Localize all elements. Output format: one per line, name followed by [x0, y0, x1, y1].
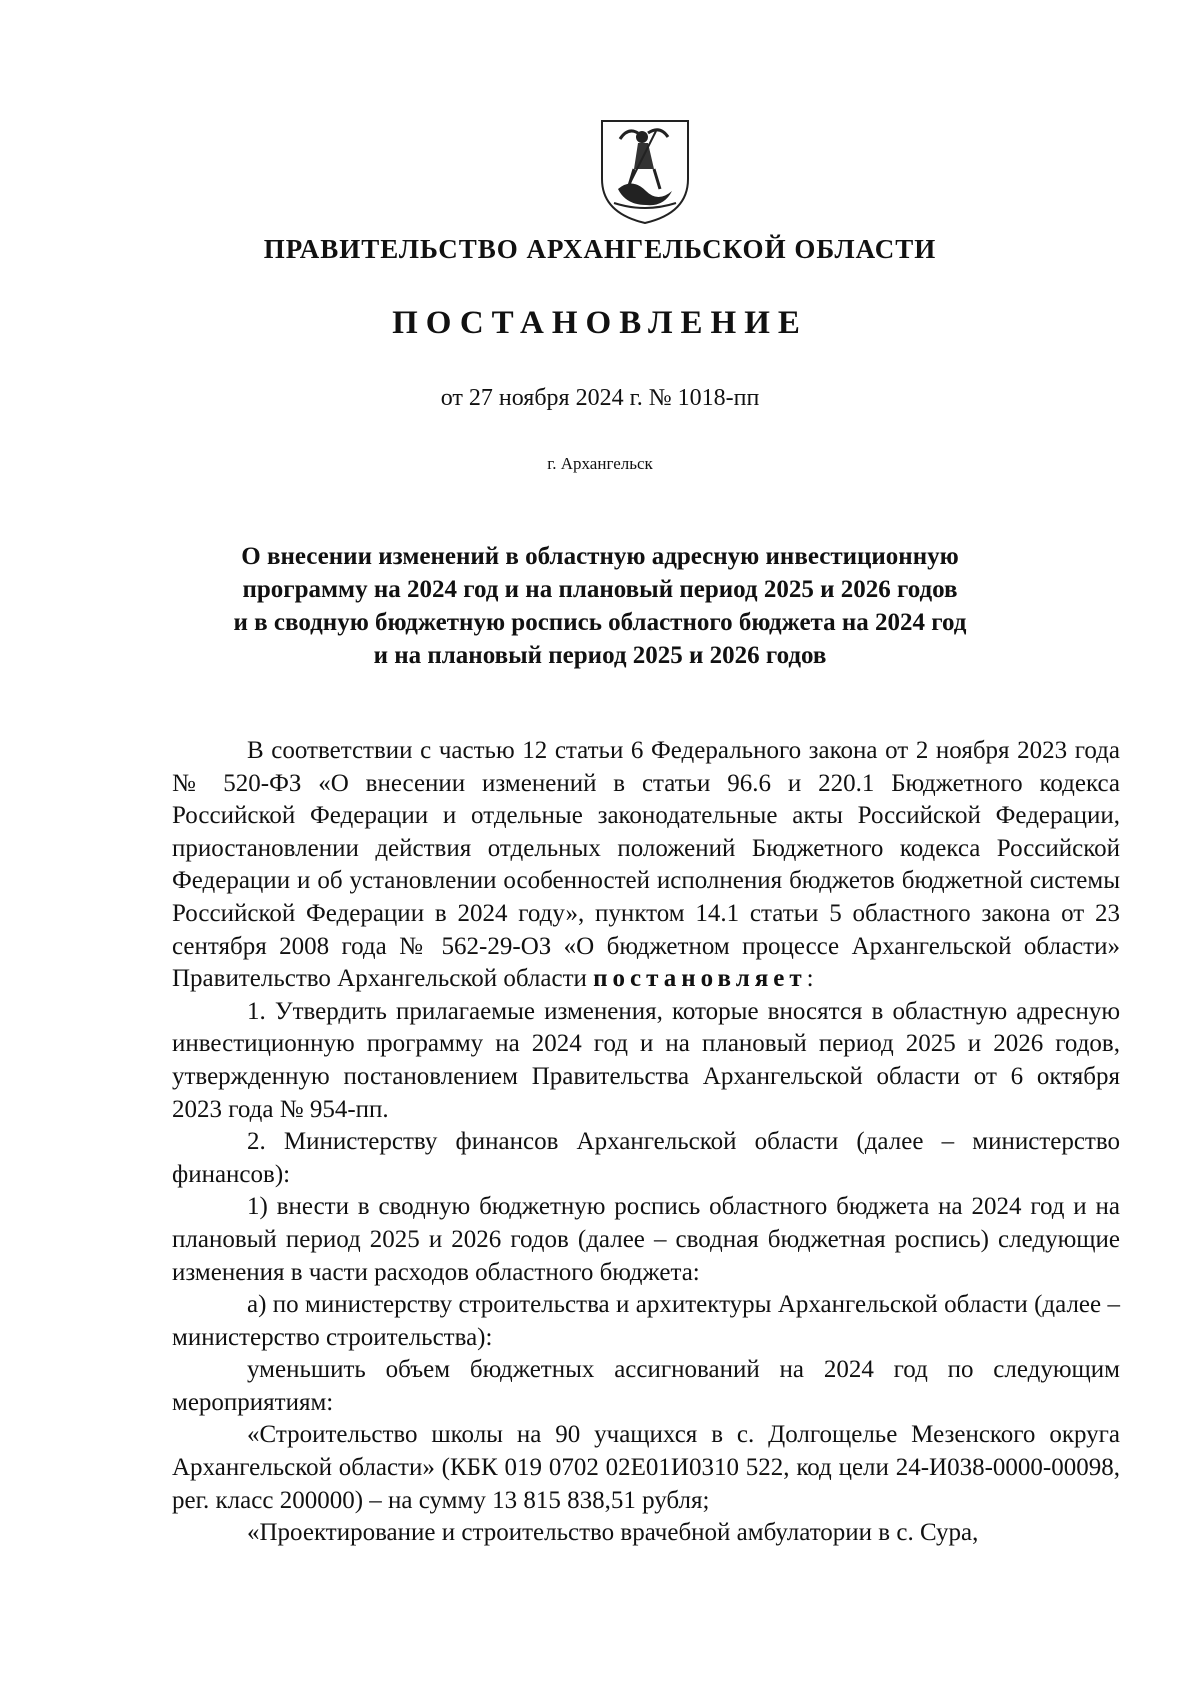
- title-line: О внесении изменений в областную адресную инвестиционную: [241, 543, 959, 570]
- document-city: г. Архангельск: [547, 454, 653, 473]
- ambulatory-project-paragraph: «Проектирование и строительство врачебной амбулатории в с. Сура,: [247, 1519, 979, 1547]
- coat-of-arms-icon: [598, 117, 692, 225]
- organization-name: ПРАВИТЕЛЬСТВО АРХАНГЕЛЬСКОЙ ОБЛАСТИ: [263, 234, 937, 264]
- preamble-text: В соответствии с частью 12 статьи 6 Федерального закона от 2 ноября 2023 года № 520-ФЗ «О внесении изменений в статьи 96.6 и 220.1 Бюджетного кодекса Российской Федерации и отдельные законодательные акты Российской Федерации, приостановлении действия отдельных положений Бюджетного кодекса Российской Федерации и об установлении особенностей исполнения бюджетов бюджетной системы Российской Федерации в 2024 году», пунктом 14.1 статьи 5 областного закона от 23 сентября 2008 года № 562-29-ОЗ «О бюджетном процессе Архангельской области» Правительство Архангельской области: [172, 737, 1120, 993]
- title-line: программу на 2024 год и на плановый период 2025 и 2026 годов: [242, 576, 958, 603]
- decree-word: постановляет: [593, 965, 807, 993]
- title-line: и в сводную бюджетную роспись областного бюджета на 2024 год: [233, 609, 967, 636]
- document-type: ПОСТАНОВЛЕНИЕ: [392, 305, 808, 341]
- document-body: [172, 735, 1120, 1550]
- document-date-number: от 27 ноября 2024 г. № 1018-пп: [440, 385, 760, 411]
- school-project-paragraph: «Строительство школы на 90 учащихся в с. Долгощелье Мезенского округа Архангельской области» (КБК 019 0702 02Е01И0310 522, код цели 24-И038-0000-00098, рег. класс 200000) – на сумму 13 815 838,51 рубля;: [172, 1421, 1120, 1514]
- reduce-allocations-paragraph: уменьшить объем бюджетных ассигнований на 2024 год по следующим мероприятиям:: [172, 1356, 1120, 1416]
- subparagraph-1: 1) внести в сводную бюджетную роспись областного бюджета на 2024 год и на плановый период 2025 и 2026 годов (далее – сводная бюджетная роспись) следующие изменения в части расходов областного бюджета:: [172, 1193, 1120, 1286]
- document-title: [170, 540, 1030, 672]
- title-line: и на плановый период 2025 и 2026 годов: [373, 642, 827, 669]
- paragraph-1: 1. Утвердить прилагаемые изменения, которые вносятся в областную адресную инвестиционную программу на 2024 год и на плановый период 2025 и 2026 годов, утвержденную постановлением Правительства Архангельской области от 6 октября 2023 года № 954-пп.: [172, 997, 1120, 1123]
- preamble-colon: :: [806, 965, 814, 993]
- preamble-paragraph: [172, 735, 1120, 996]
- paragraph-2: 2. Министерству финансов Архангельской области (далее – министерство финансов):: [172, 1128, 1120, 1188]
- subparagraph-a: а) по министерству строительства и архитектуры Архангельской области (далее – министерство строительства):: [172, 1291, 1120, 1351]
